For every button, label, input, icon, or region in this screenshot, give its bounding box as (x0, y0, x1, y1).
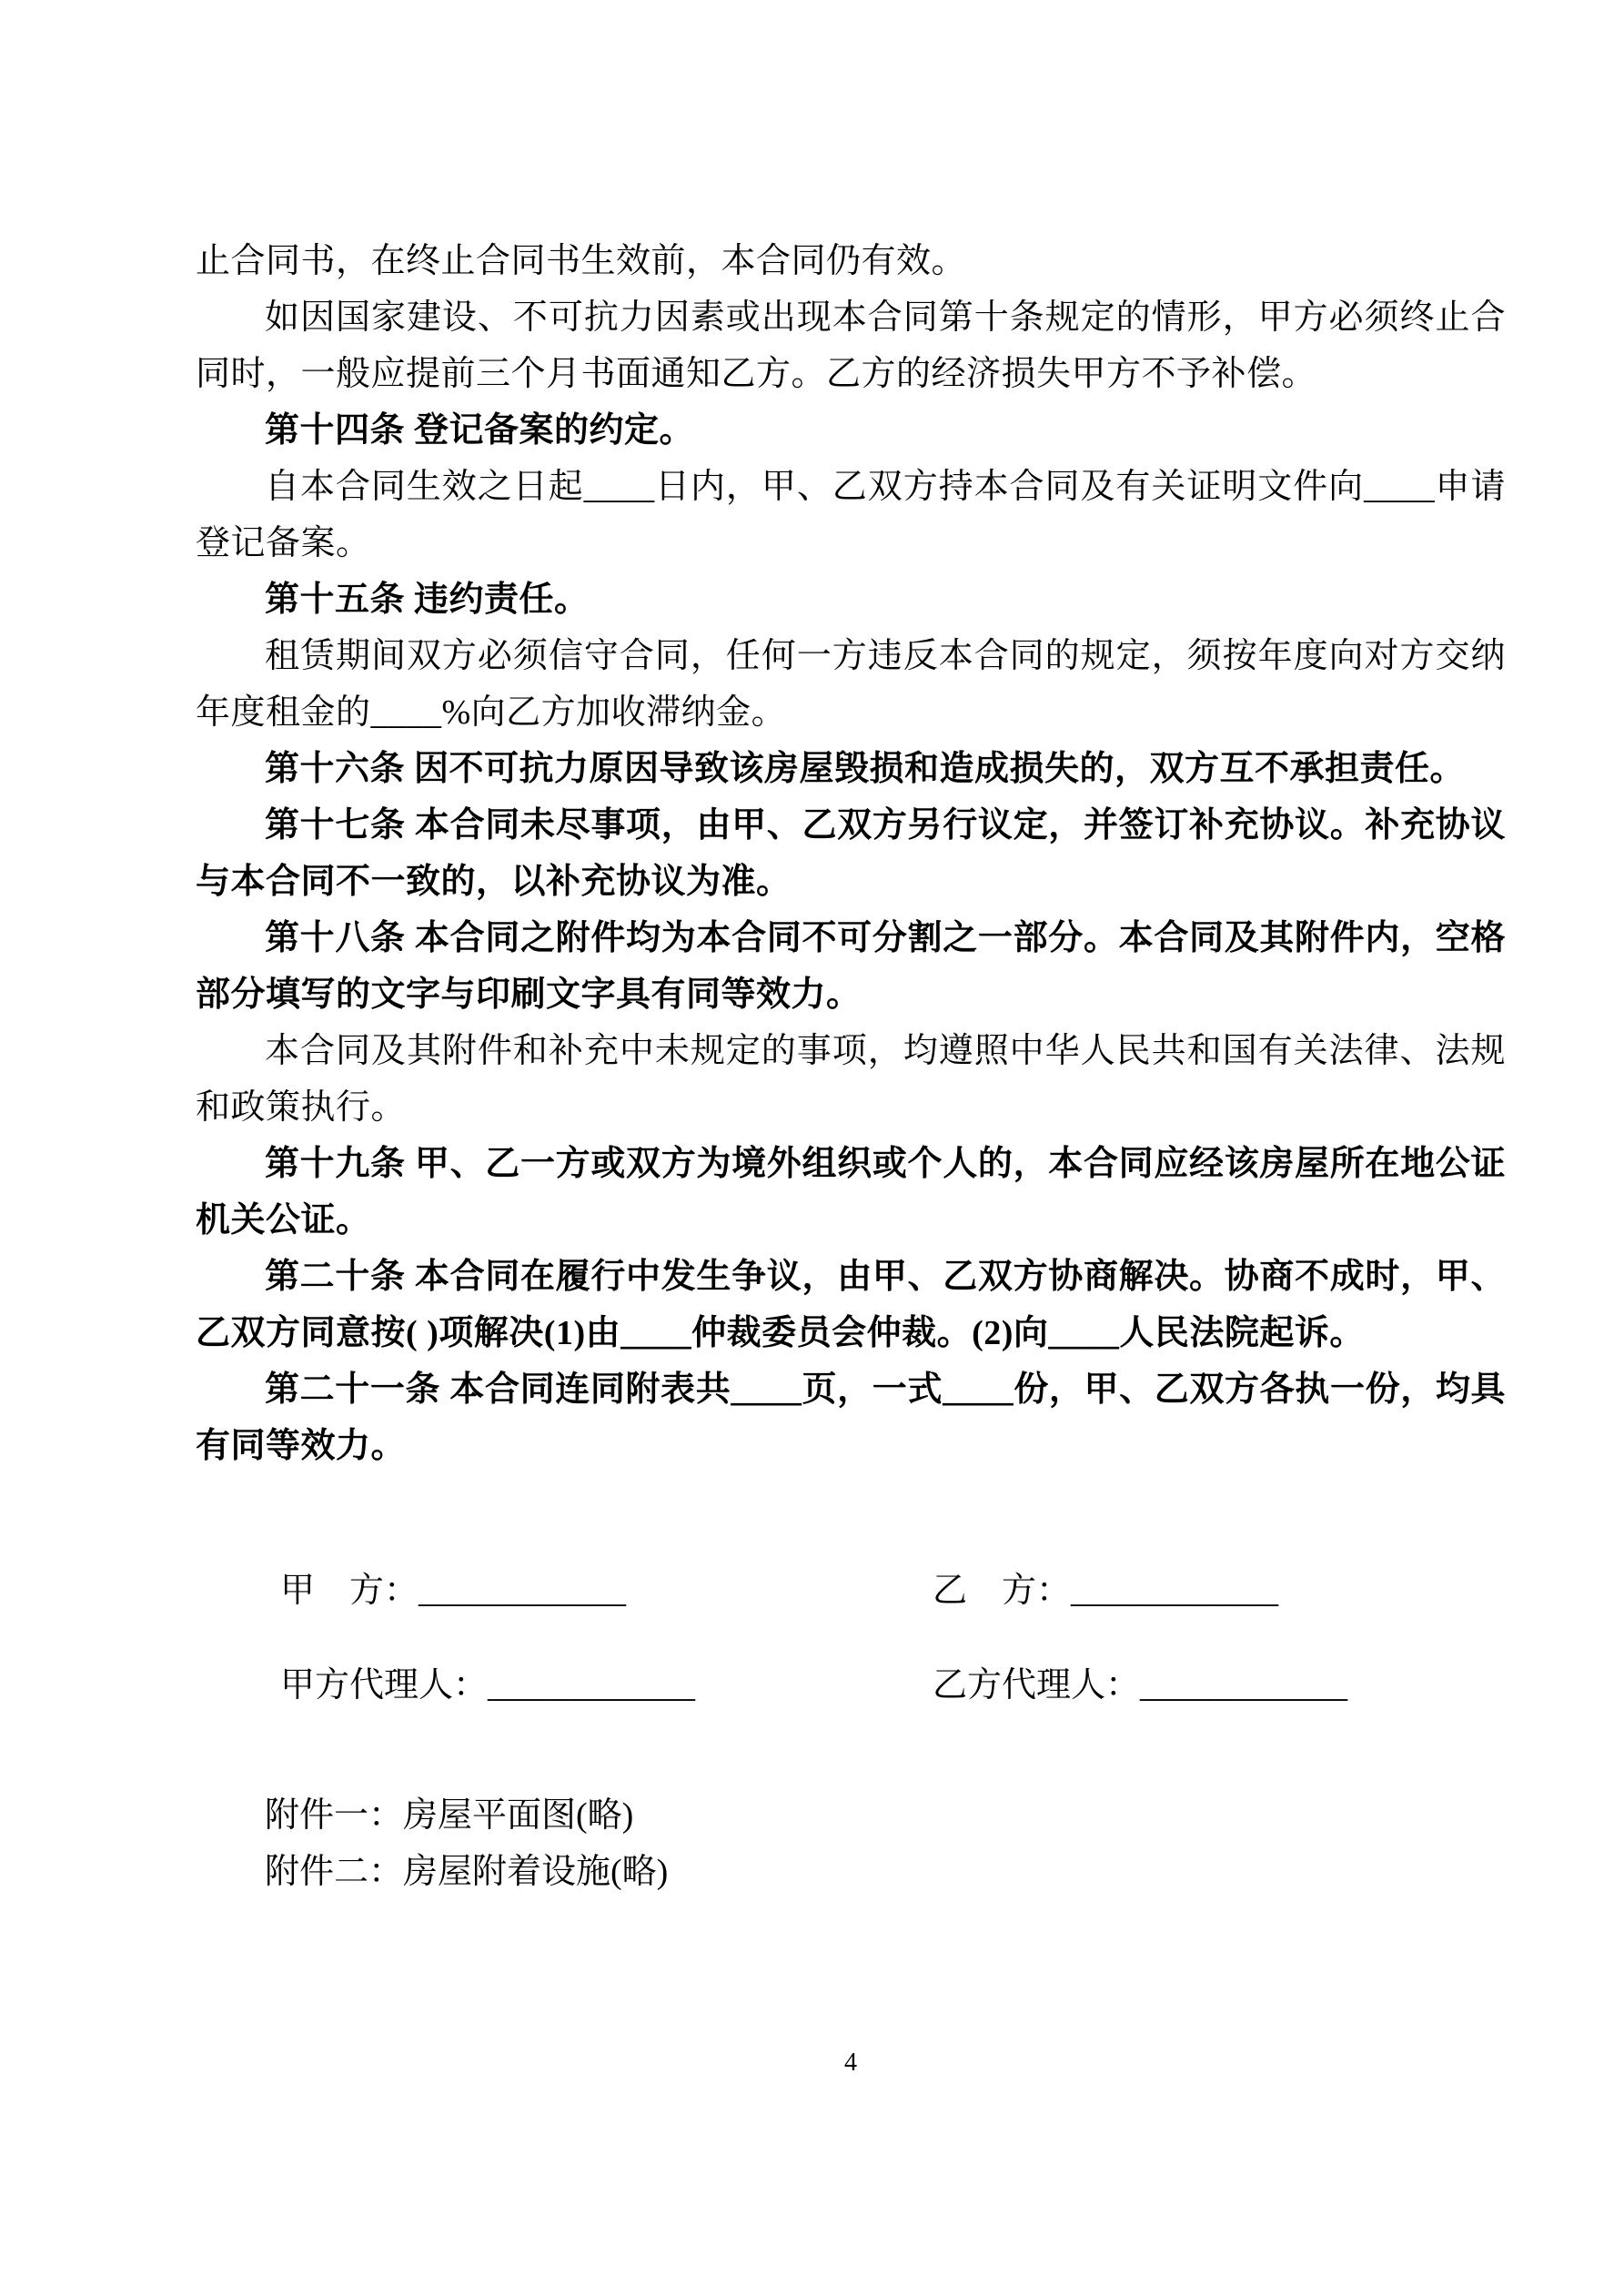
clause-14-heading: 第十四条 登记备案的约定。 (265, 411, 695, 450)
termination-notice-paragraph: 如因国家建设、不可抗力因素或出现本合同第十条规定的情形，甲方必须终止合同时，一般应提前三个月书面通知乙方。乙方的经济损失甲方不予补偿。 (196, 298, 1506, 393)
attachment-1: 附件一：房屋平面图(略) (265, 1796, 634, 1835)
page-number: 4 (844, 2048, 857, 2077)
signature-row-parties (196, 1563, 1506, 1619)
clause-16: 第十六条 因不可抗力原因导致该房屋毁损和造成损失的，双方互不承担责任。 (265, 750, 1466, 788)
carryover-text: 止合同书，在终止合同书生效前，本合同仍有效。 (196, 242, 967, 280)
signature-row-agents (196, 1657, 1506, 1714)
attachment-2: 附件二：房屋附着设施(略) (265, 1853, 669, 1891)
clause-19: 第十九条 甲、乙一方或双方为境外组织或个人的，本合同应经该房屋所在地公证机关公证。 (196, 1145, 1506, 1239)
clause-17: 第十七条 本合同未尽事项，由甲、乙双方另行议定，并签订补充协议。补充协议与本合同不一致的，以补充协议为准。 (196, 806, 1506, 901)
clause-20: 第二十条 本合同在履行中发生争议，由甲、乙双方协商解决。协商不成时，甲、乙双方同意按( )项解决(1)由____仲裁委员会仲裁。(2)向____人民法院起诉。 (196, 1258, 1506, 1352)
party-b-agent-signature-line: 乙方代理人：____________ (933, 1666, 1348, 1704)
clause-18: 第十八条 本合同之附件均为本合同不可分割之一部分。本合同及其附件内，空格部分填写的文字与印刷文字具有同等效力。 (196, 919, 1506, 1014)
clause-15-heading: 第十五条 违约责任。 (265, 581, 590, 619)
party-a-signature-line: 甲 方：____________ (280, 1572, 627, 1610)
clause-21: 第二十一条 本合同连同附表共____页，一式____份，甲、乙双方各执一份，均具有同等效力。 (196, 1371, 1506, 1465)
party-b-signature-line: 乙 方：____________ (933, 1572, 1279, 1610)
laws-compliance-paragraph: 本合同及其附件和补充中未规定的事项，均遵照中华人民共和国有关法律、法规和政策执行。 (196, 1032, 1506, 1127)
clause-15-body: 租赁期间双方必须信守合同，任何一方违反本合同的规定，须按年度向对方交纳年度租金的____%向乙方加收滞纳金。 (196, 637, 1506, 732)
contract-body (196, 233, 1506, 1900)
signature-section (196, 1563, 1506, 1714)
attachments-section (196, 1787, 1506, 1900)
party-a-agent-signature-line: 甲方代理人：____________ (280, 1666, 696, 1704)
clause-14-body: 自本合同生效之日起____日内，甲、乙双方持本合同及有关证明文件向____申请登记备案。 (196, 468, 1506, 562)
